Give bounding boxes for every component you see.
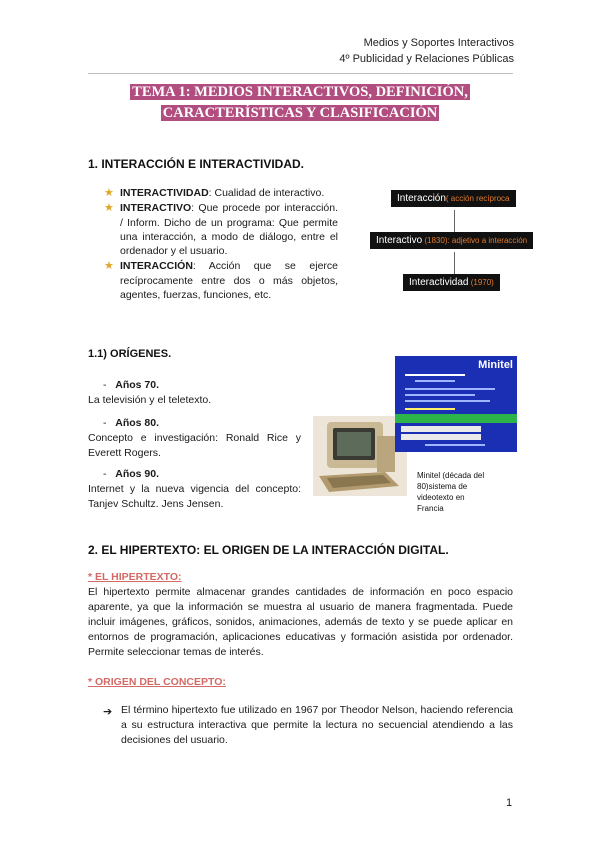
hypertext-subheading: * EL HIPERTEXTO: [88, 571, 182, 583]
definition-item: ★ INTERACTIVO: Que procede por interacción. / Inform. Dicho de un programa: Que permite una interacción, a modo de diálogo, entre el ordenador y el usuario. [104, 202, 338, 258]
concept-origin-subheading: * ORIGEN DEL CONCEPTO: [88, 676, 226, 688]
diagram-box-interaccion: Interacción( acción recíproca [391, 190, 516, 207]
header-degree: 4º Publicidad y Relaciones Públicas [339, 53, 514, 65]
diagram-connector [454, 210, 455, 232]
retro-computer-image [313, 416, 407, 496]
page-title-line2: CARACTERÍSTICAS Y CLASIFICACIÓN [162, 105, 438, 121]
minitel-screen-title: Minitel [478, 359, 513, 371]
concept-origin-paragraph: El término hipertexto fue utilizado en 1967 por Theodor Nelson, haciendo referencia a su estructura interactiva que permite la lectura no secuencial atendiendo a las decisiones del usuario. [121, 704, 513, 746]
decade-label: - Años 80. [103, 417, 160, 429]
hypertext-paragraph: El hipertexto permite almacenar grandes cantidades de información en poco espacio aparente, ya que la información se muestra al usuario de manera fragmentada. Puede incluir imágenes, gráficos, sonidos, animaciones, además de texto y se puede aplicar en entornos de programación, aplicaciones educativas y formación asistida por ordenador. Permite seleccionar temas de interés. [88, 586, 513, 658]
star-bullet-icon: ★ [104, 260, 114, 273]
diagram-box-interactividad: Interactividad (1970) [403, 274, 500, 291]
section2-heading: 2. EL HIPERTEXTO: EL ORIGEN DE LA INTERACCIÓN DIGITAL. [88, 543, 449, 557]
star-bullet-icon: ★ [104, 187, 114, 199]
concept-diagram [370, 190, 540, 300]
definitions-list [104, 186, 338, 302]
page-title-line1: TEMA 1: MEDIOS INTERACTIVOS, DEFINICIÓN, [132, 84, 468, 100]
origins-heading: 1.1) ORÍGENES. [88, 348, 172, 360]
minitel-screen-image [395, 356, 517, 452]
diagram-box-interactivo: Interactivo (1830): adjetivo a interacción [370, 232, 533, 249]
minitel-caption: Minitel (década del 80)sistema de videotexto en Francia [417, 471, 485, 513]
decade-label: - Años 90. [103, 468, 160, 480]
decade-text: Internet y la nueva vigencia del concepto: Tanjev Schultz. Jens Jensen. [88, 483, 301, 510]
header-course: Medios y Soportes Interactivos [363, 37, 514, 49]
header-divider [88, 73, 513, 74]
section1-heading: 1. INTERACCIÓN E INTERACTIVIDAD. [88, 157, 305, 171]
decade-label: - Años 70. [103, 379, 160, 391]
arrow-bullet-icon: ➔ [103, 706, 113, 718]
definition-item: ★ INTERACTIVIDAD: Cualidad de interactivo. [104, 187, 325, 199]
page-number: 1 [506, 797, 513, 809]
diagram-connector [454, 252, 455, 274]
star-bullet-icon: ★ [104, 202, 114, 215]
decade-text: Concepto e investigación: Ronald Rice y Everett Rogers. [88, 432, 301, 459]
definition-item: ★ INTERACCIÓN: Acción que se ejerce recíprocamente entre dos o más objetos, agentes, fuerzas, funciones, etc. [104, 260, 338, 302]
decade-text: La televisión y el teletexto. [88, 394, 212, 406]
